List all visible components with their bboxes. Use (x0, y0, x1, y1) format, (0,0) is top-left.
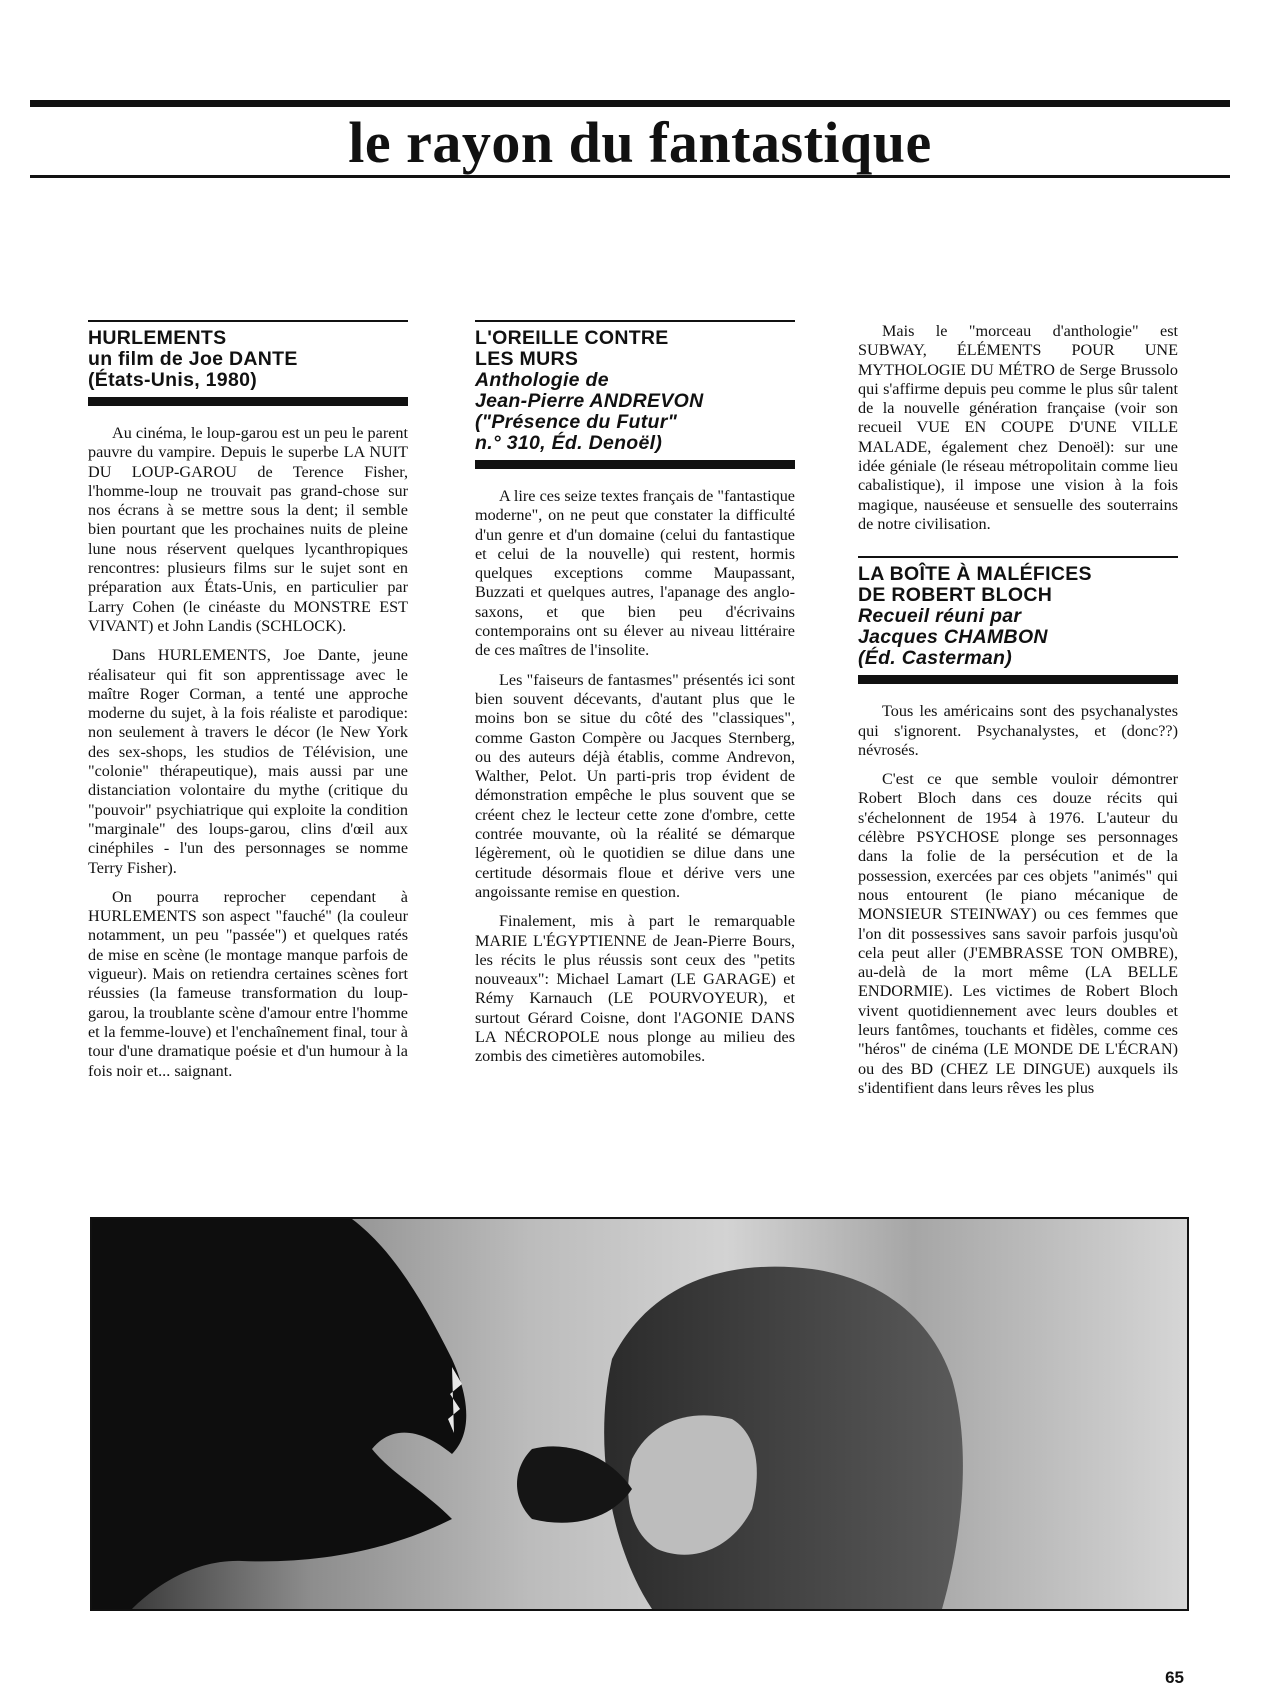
masthead-top-rule (30, 100, 1230, 107)
heading-top-rule (858, 556, 1178, 558)
article-body (858, 702, 1178, 1098)
paragraph: C'est ce que semble vouloir démontrer Robert Bloch dans ces douze récits qui s'échelonnent de 1954 à 1976. L'auteur du célèbre PSYCHOSE plonge ses personnages dans la folie de la persécution et de la possession, exercées par ces objets "animés" qui nous entourent (le piano mécanique de MONSIEUR STEINWAY) ou ces femmes que l'on dit possessives sans savoir parfois jusqu'où cela peut aller (J'EMBRASSE TON OMBRE), au-delà de la mort même (LA BELLE ENDORMIE). Les victimes de Robert Bloch vivent quotidiennement avec leurs doubles et leurs fantômes, touchants et fidèles, comme ces "héros" de cinéma (LE MONDE DE L'ÉCRAN) ou des BD (CHEZ LE DINGUE) auxquels ils s'identifient dans leurs rêves les plus (858, 770, 1178, 1097)
page-title: le rayon du fantastique (348, 110, 932, 175)
column-three (858, 322, 1178, 1108)
film-still-photo (90, 1217, 1189, 1611)
subheading-line: Anthologie de (475, 369, 609, 391)
article-heading (88, 328, 408, 391)
article-body (88, 424, 408, 1081)
article-body (475, 487, 795, 1067)
heading-line: DE ROBERT BLOCH (858, 584, 1053, 607)
subheading-line: un film de Joe DANTE (88, 348, 298, 370)
article-hurlements (88, 320, 408, 1091)
subheading-line: n.° 310, Éd. Denoël) (475, 432, 663, 454)
article-heading (858, 564, 1178, 669)
article-oreille-contre-les-murs (475, 320, 795, 1077)
paragraph: Les "faiseurs de fantasmes" présentés ici sont bien souvent décevants, d'autant plus que le moins bon se situe du côté des "classiques", comme Gaston Compère ou Jacques Sternberg, ou des auteurs déjà établis, comme Andrevon, Walther, Pelot. Un parti-pris trop évident de démonstration empêche le plus souvent que se créent chez le lecteur cette zone d'ombre, cette contrée mouvante, où la réalité se démarque légèrement, où le quotidien se dilue dans une certitude désormais floue et dérive vers une angoissante remise en question. (475, 670, 795, 901)
masthead-bottom-rule (30, 175, 1230, 178)
heading-line: LES MURS (475, 348, 579, 370)
paragraph: On pourra reprocher cependant à HURLEMENTS son aspect "fauché" (la couleur notamment, un peu "passée") et quelques ratés de mise en scène (le montage manque parfois de vigueur). Mais on retiendra certaines scènes fort réussies (la fameuse transformation du loup-garou, la troublante scène d'amour entre l'homme et la femme-louve) et l'enchaînement final, tour à tour d'une dramatique poésie et d'un humour à la fois noir et... saignant. (88, 887, 408, 1080)
heading-top-rule (475, 320, 795, 322)
subheading-line: Recueil réuni par (858, 605, 1022, 628)
subheading-line: (États-Unis, 1980) (88, 369, 258, 391)
heading-bottom-rule (88, 397, 408, 406)
heading-top-rule (88, 320, 408, 322)
article-heading (475, 328, 795, 454)
page-number: 65 (1165, 1668, 1184, 1687)
paragraph: Au cinéma, le loup-garou est un peu le parent pauvre du vampire. Depuis le superbe LA NUIT DU LOUP-GAROU de Terence Fisher, l'homme-loup ne trouvait pas grand-chose sur nos écrans à se mettre sous la dent; il semble bien pourtant que les prochaines nuits de pleine lune nous réservent quelques lycanthropiques rencontres: plusieurs films sur le sujet sont en préparation aux États-Unis, en particulier par Larry Cohen (le cinéaste du MONSTRE EST VIVANT) et John Landis (SCHLOCK). (88, 424, 408, 635)
paragraph: Dans HURLEMENTS, Joe Dante, jeune réalisateur qui fit son apprentissage avec le maître Roger Corman, a tenté une approche moderne du sujet, à la fois réaliste et parodique: non seulement à travers le décor (le New York des sex-shops, les studios de Télévision, une "colonie" thérapeutique), mais aussi par une distanciation volontaire du mythe (critique du "pouvoir" psychiatrique qui exploite la condition "marginale" des loups-garou, clins d'œil aux cinéphiles - l'un des personnages se nomme Terry Fisher). (88, 646, 408, 877)
paragraph: Finalement, mis à part le remarquable MARIE L'ÉGYPTIENNE de Jean-Pierre Bours, les récits le plus réussis sont ceux des "petits nouveaux": Michael Lamart (LE GARAGE) et Rémy Karnauch (LE POURVOYEUR), et surtout Gérard Coisne, dont l'AGONIE DANS LA NÉCROPOLE nous plonge au milieu des zombis des cimetières automobiles. (475, 912, 795, 1066)
paragraph: Tous les américains sont des psychanalystes qui s'ignorent. Psychanalystes, et (donc??) névrosés. (858, 702, 1178, 759)
heading-bottom-rule (858, 675, 1178, 684)
subheading-line: Jean-Pierre ANDREVON (475, 390, 704, 412)
werewolf-silhouette (92, 1219, 466, 1609)
subheading-line: ("Présence du Futur" (475, 411, 678, 433)
werewolf-attack-image (92, 1219, 1187, 1609)
paragraph: Mais le "morceau d'anthologie" est SUBWAY, ÉLÉMENTS POUR UNE MYTHOLOGIE DU MÉTRO de Serge Brussolo qui s'affirme depuis peu comme le plus sûr talent de la nouvelle génération française (voir son recueil VUE EN COUPE D'UNE VILLE MALADE, également chez Denoël): sur une idée géniale (le réseau métropolitain comme lieu cabalistique), il impose une vision à la fois magique, nauséeuse et sensuelle des souterrains de notre civilisation. (858, 322, 1178, 533)
subheading-line: Jacques CHAMBON (858, 626, 1048, 649)
heading-line: LA BOÎTE À MALÉFICES (858, 563, 1092, 586)
heading-bottom-rule (475, 460, 795, 469)
heading-line: HURLEMENTS (88, 327, 227, 349)
heading-line: L'OREILLE CONTRE (475, 327, 669, 349)
article-continuation (858, 322, 1178, 534)
subheading-line: (Éd. Casterman) (858, 647, 1013, 670)
article-boite-a-malefices (858, 556, 1178, 1098)
paragraph: A lire ces seize textes français de "fantastique moderne", on ne peut que constater la difficulté d'un genre et d'un domaine (celui du fantastique et celui de la nouvelle) qui restent, hormis quelques exceptions comme Maupassant, Buzzati et quelques autres, l'apanage des anglo-saxons, et que bien peu d'écrivains contemporains ont su élever au niveau littéraire de ces maîtres de l'insolite. (475, 487, 795, 660)
